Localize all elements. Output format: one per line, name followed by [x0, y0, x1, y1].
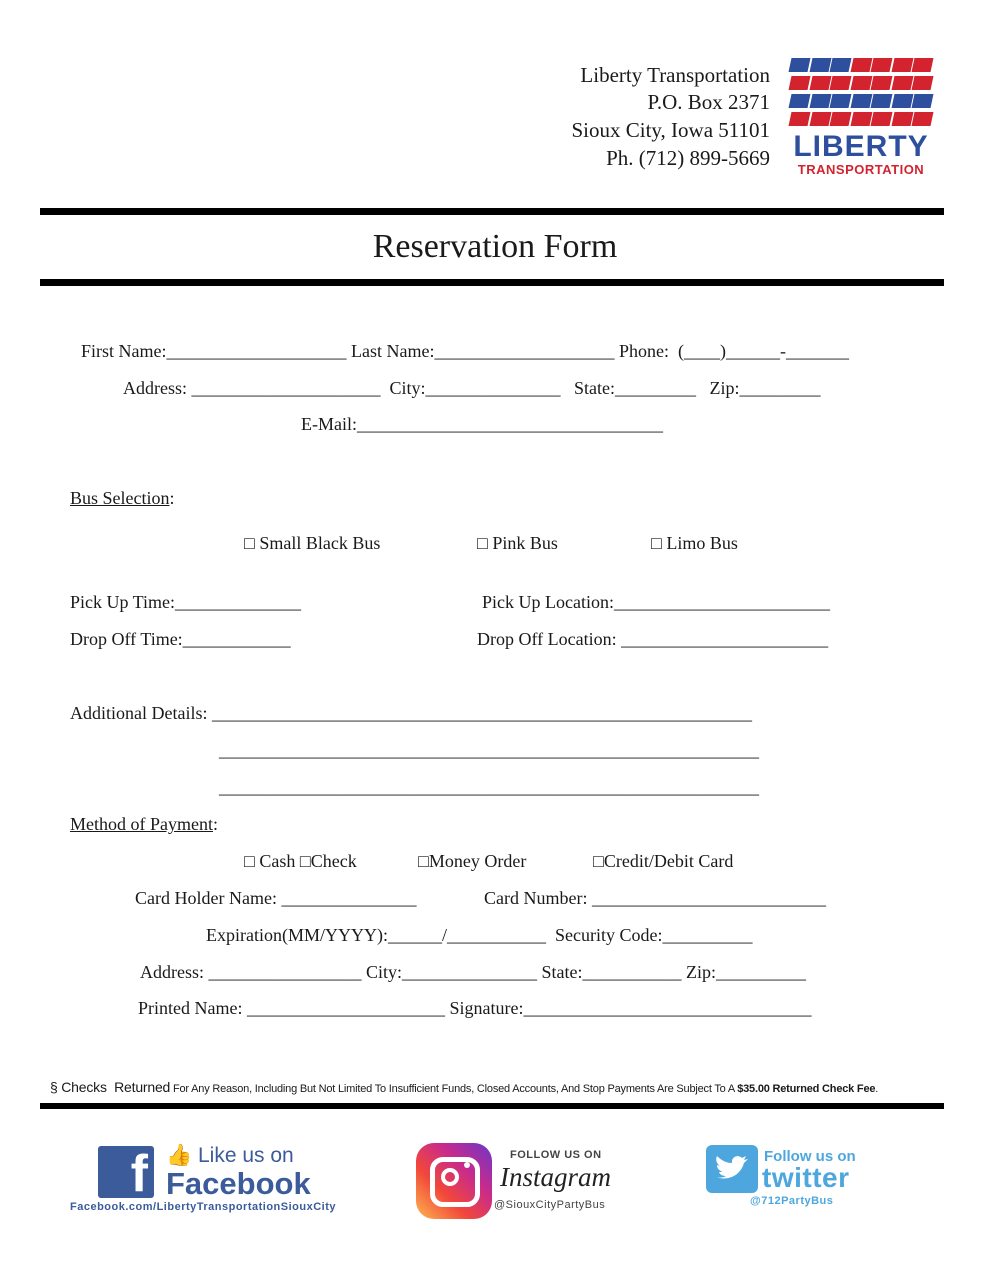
facebook-line1: 👍 Like us on: [166, 1144, 294, 1167]
dropoff-time-field[interactable]: Drop Off Time:____________: [70, 629, 291, 649]
bus-option-small-black[interactable]: □ Small Black Bus: [244, 533, 381, 553]
expiration-security-line[interactable]: Expiration(MM/YYYY):______/___________ Security Code:__________: [206, 925, 753, 945]
contact-address-line[interactable]: Address: _____________________ City:_______________ State:_________ Zip:_________: [123, 378, 821, 398]
billing-address-line[interactable]: Address: _________________ City:_______________ State:___________ Zip:__________: [140, 962, 806, 982]
payment-cash-check-options[interactable]: □ Cash □Check: [244, 851, 357, 871]
title-rule-bottom: [40, 279, 944, 286]
additional-details-line-3[interactable]: ____________________________________________________________: [219, 777, 759, 797]
payment-heading: Method of Payment:: [70, 814, 218, 834]
printed-name-signature-line[interactable]: Printed Name: ______________________ Signature:________________________________: [138, 998, 812, 1018]
company-name: Liberty Transportation: [580, 63, 770, 87]
instagram-line2[interactable]: Instagram: [500, 1162, 612, 1192]
facebook-url[interactable]: Facebook.com/LibertyTransportationSiouxCity: [70, 1201, 336, 1213]
twitter-bird-svg: [706, 1145, 758, 1193]
company-city: Sioux City, Iowa 51101: [571, 118, 770, 142]
logo-title: LIBERTY: [793, 130, 929, 163]
twitter-line2[interactable]: twitter: [762, 1162, 850, 1193]
instagram-icon[interactable]: [416, 1143, 492, 1219]
instagram-lens-icon: [441, 1168, 459, 1186]
contact-name-phone-line[interactable]: First Name:____________________ Last Name:____________________ Phone: (____)______-_______: [81, 341, 849, 361]
bus-option-pink[interactable]: □ Pink Bus: [477, 533, 558, 553]
logo-subtitle: TRANSPORTATION: [797, 162, 925, 177]
facebook-f-icon[interactable]: f: [98, 1146, 154, 1198]
twitter-handle[interactable]: @712PartyBus: [750, 1195, 834, 1207]
additional-details-field[interactable]: Additional Details: ____________________________________________________________: [70, 703, 752, 723]
payment-card-option[interactable]: □Credit/Debit Card: [593, 851, 734, 871]
instagram-flash-icon: [464, 1162, 470, 1168]
twitter-bird-icon[interactable]: [706, 1145, 758, 1193]
bus-option-limo[interactable]: □ Limo Bus: [651, 533, 738, 553]
twitter-line1: Follow us on: [764, 1148, 856, 1165]
title-rule-top: [40, 208, 944, 215]
facebook-line2[interactable]: Facebook: [166, 1166, 311, 1201]
returned-check-notice: § Checks Returned For Any Reason, Including But Not Limited To Insufficient Funds, Closed Accounts, And Stop Payments Are Subject To A $35.00 Returned Check Fee.: [50, 1079, 879, 1095]
payment-money-order-option[interactable]: □Money Order: [418, 851, 527, 871]
pickup-location-field[interactable]: Pick Up Location:________________________: [482, 592, 830, 612]
company-po-box: P.O. Box 2371: [647, 90, 770, 114]
instagram-handle[interactable]: @SiouxCityPartyBus: [494, 1199, 606, 1211]
card-number-field[interactable]: Card Number: __________________________: [484, 888, 826, 908]
pickup-time-field[interactable]: Pick Up Time:______________: [70, 592, 302, 612]
bus-selection-heading: Bus Selection:: [70, 488, 175, 508]
dropoff-location-field[interactable]: Drop Off Location: _______________________: [477, 629, 829, 649]
contact-email-line[interactable]: E-Mail:__________________________________: [301, 414, 663, 434]
card-holder-field[interactable]: Card Holder Name: _______________: [135, 888, 417, 908]
instagram-line1: FOLLOW US ON: [510, 1149, 602, 1161]
thumbs-up-icon: 👍: [166, 1144, 193, 1167]
additional-details-line-2[interactable]: ____________________________________________________________: [219, 740, 759, 760]
company-phone: Ph. (712) 899-5669: [606, 146, 770, 170]
form-title: Reservation Form: [372, 228, 618, 265]
notice-rule: [40, 1103, 944, 1109]
